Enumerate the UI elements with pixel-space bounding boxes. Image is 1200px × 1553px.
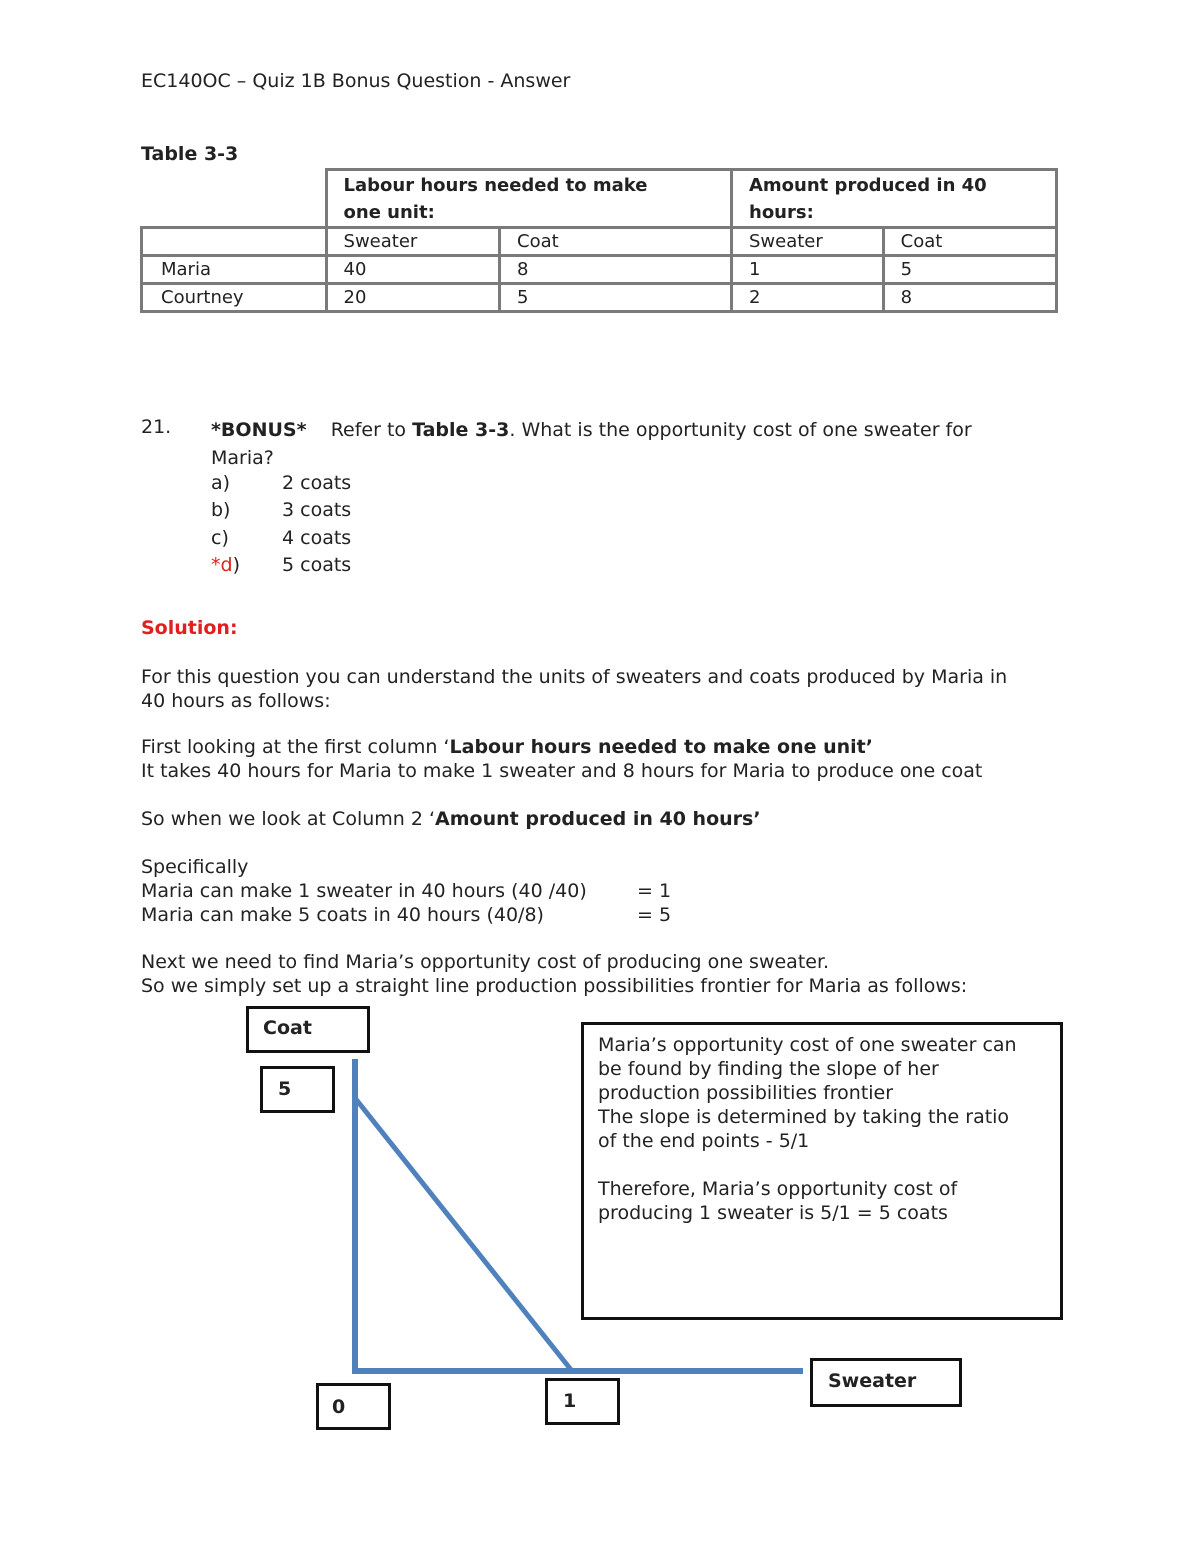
table-cell: 40	[326, 256, 500, 284]
calc-result-2: = 5	[637, 904, 672, 926]
table-cell: 8	[883, 284, 1056, 312]
sub-header-sweater-hours: Sweater	[326, 228, 500, 256]
first-col-detail: It takes 40 hours for Maria to make 1 sweater and 8 hours for Maria to produce one coat	[141, 760, 983, 782]
first-col-prefix: First looking at the first column ‘	[141, 736, 450, 758]
option-c-text: 4 coats	[282, 527, 352, 549]
note-line: production possibilities frontier	[598, 1082, 894, 1104]
y-intercept-label: 5	[278, 1078, 292, 1100]
group-header-labour-line2: one unit:	[343, 202, 435, 223]
origin-box	[316, 1383, 391, 1430]
second-col-bold: Amount produced in 40 hours’	[435, 808, 761, 830]
table-cell: 2	[732, 284, 884, 312]
option-b-text: 3 coats	[282, 499, 352, 521]
ppf-frontier-line	[355, 1098, 572, 1371]
sub-header-coat-amount: Coat	[883, 228, 1056, 256]
solution-intro-line1: For this question you can understand the units of sweaters and coats produced by Maria in	[141, 666, 1008, 688]
table-cell: 8	[500, 256, 732, 284]
table-caption: Table 3-3	[141, 143, 239, 165]
table-cell: 20	[326, 284, 500, 312]
calc-line-2: Maria can make 5 coats in 40 hours (40/8)	[141, 904, 544, 926]
option-b-letter: b)	[211, 499, 231, 521]
first-col-bold: Labour hours needed to make one unit’	[449, 736, 873, 758]
x-intercept-box	[545, 1378, 620, 1425]
option-c-letter: c)	[211, 527, 229, 549]
note-line: Therefore, Maria’s opportunity cost of	[598, 1178, 958, 1200]
y-intercept-box	[260, 1066, 335, 1113]
x-axis-label: Sweater	[828, 1370, 917, 1392]
group-header-labour-line1: Labour hours needed to make	[343, 175, 648, 196]
table-cell: 1	[732, 256, 884, 284]
calc-line-1: Maria can make 1 sweater in 40 hours (40 /40)	[141, 880, 587, 902]
solution-heading: Solution:	[141, 617, 238, 639]
option-d-label: *d)	[211, 554, 240, 576]
row-name: Maria	[142, 256, 327, 284]
note-line: Maria’s opportunity cost of one sweater can	[598, 1034, 1017, 1056]
next-step-line2: So we simply set up a straight line production possibilities frontier for Maria as follows:	[141, 975, 968, 997]
option-a-letter: a)	[211, 472, 231, 494]
note-line: of the end points - 5/1	[598, 1130, 810, 1152]
question-tag: *BONUS*	[211, 419, 307, 441]
question-table-ref: Table 3-3	[412, 419, 510, 441]
option-d-letter-char: d	[220, 554, 233, 576]
solution-intro-line2: 40 hours as follows:	[141, 690, 331, 712]
page-header: EC140OC – Quiz 1B Bonus Question - Answer	[141, 70, 571, 92]
explanation-note-box	[581, 1022, 1063, 1320]
table-cell: 5	[500, 284, 732, 312]
note-line: producing 1 sweater is 5/1 = 5 coats	[598, 1202, 948, 1224]
calc-result-1: = 1	[637, 880, 672, 902]
group-header-amount-line2: hours:	[749, 202, 814, 223]
note-line: The slope is determined by taking the ratio	[598, 1106, 1010, 1128]
y-axis-label-box	[246, 1006, 370, 1053]
note-line	[598, 1153, 1060, 1177]
option-d-text: 5 coats	[282, 554, 352, 576]
specifically-label: Specifically	[141, 856, 249, 878]
question-number: 21.	[141, 416, 172, 438]
x-axis-label-box	[810, 1358, 962, 1407]
sub-header-coat-hours: Coat	[500, 228, 732, 256]
group-header-amount-line1: Amount produced in 40	[749, 175, 987, 196]
question-text-after: . What is the opportunity cost of one sweater for	[509, 419, 972, 441]
note-line: be found by finding the slope of her	[598, 1058, 939, 1080]
table-cell: 5	[883, 256, 1056, 284]
second-col-prefix: So when we look at Column 2 ‘	[141, 808, 436, 830]
row-name: Courtney	[142, 284, 327, 312]
next-step-line1: Next we need to find Maria’s opportunity cost of producing one sweater.	[141, 951, 830, 973]
sub-header-sweater-amount: Sweater	[732, 228, 884, 256]
correct-answer-marker: *	[211, 554, 221, 576]
option-a-text: 2 coats	[282, 472, 352, 494]
y-axis-label: Coat	[263, 1017, 312, 1039]
question-text-before: Refer to	[330, 419, 413, 441]
question-text-line2: Maria?	[211, 447, 274, 469]
origin-label: 0	[332, 1396, 346, 1418]
x-intercept-label: 1	[563, 1390, 577, 1412]
